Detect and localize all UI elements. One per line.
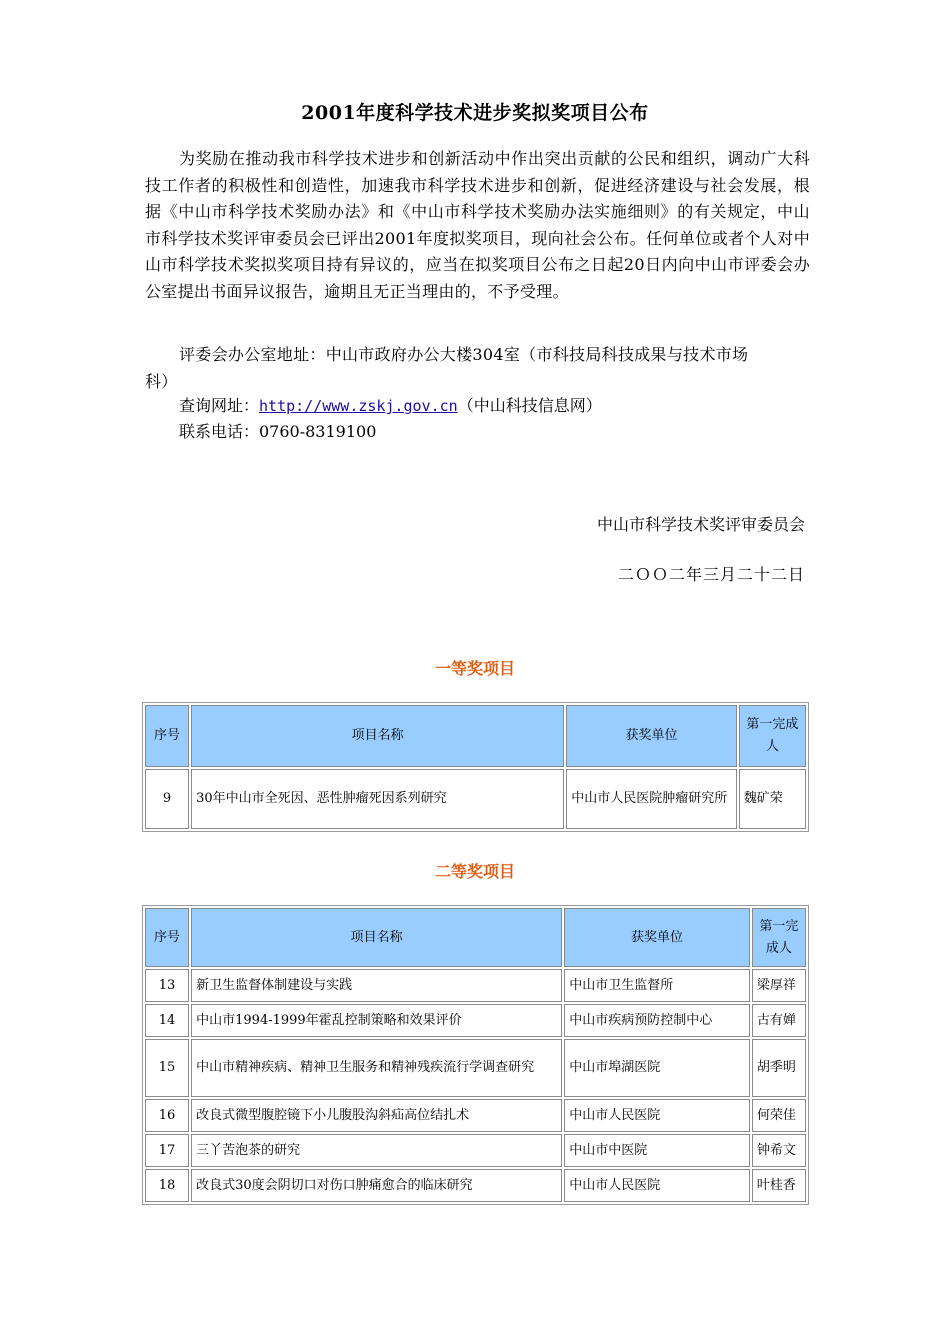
address-line-2: 科） — [145, 371, 178, 391]
row-person: 何荣佳 — [752, 1099, 806, 1132]
row-project: 中山市精神疾病、精神卫生服务和精神残疾流行学调查研究 — [191, 1039, 562, 1097]
row-project: 中山市1994-1999年霍乱控制策略和效果评价 — [191, 1004, 562, 1037]
row-project: 新卫生监督体制建设与实践 — [191, 969, 562, 1002]
row-person: 胡季明 — [752, 1039, 806, 1097]
table-header-row — [145, 705, 806, 767]
row-project: 改良式30度会阴切口对伤口肿痛愈合的临床研究 — [191, 1169, 562, 1202]
table-header-row — [145, 908, 806, 967]
row-person: 古有婵 — [752, 1004, 806, 1037]
signature-org: 中山市科学技术奖评审委员会 — [596, 515, 805, 534]
table-row — [145, 1134, 806, 1167]
row-no: 14 — [145, 1004, 189, 1037]
second-prize-title: 二等奖项目 — [434, 862, 515, 881]
row-no: 9 — [145, 769, 189, 829]
office-address — [145, 342, 810, 395]
row-unit: 中山市埠湖医院 — [564, 1039, 750, 1097]
table-row — [145, 1169, 806, 1202]
table-row — [145, 969, 806, 1002]
header-cell-no: 序号 — [145, 705, 189, 767]
row-unit: 中山市人民医院肿瘤研究所 — [566, 769, 737, 829]
header-cell-unit: 获奖单位 — [564, 908, 750, 967]
row-no: 18 — [145, 1169, 189, 1202]
first-prize-table — [142, 702, 809, 832]
header-cell-project: 项目名称 — [191, 705, 564, 767]
row-person: 梁厚祥 — [752, 969, 806, 1002]
row-unit: 中山市人民医院 — [564, 1099, 750, 1132]
header-cell-person: 第一完成人 — [752, 908, 806, 967]
row-unit: 中山市中医院 — [564, 1134, 750, 1167]
second-prize-table — [142, 905, 809, 1205]
query-suffix: （中山科技信息网） — [457, 396, 602, 415]
row-project: 改良式微型腹腔镜下小儿腹股沟斜疝高位结扎术 — [191, 1099, 562, 1132]
row-no: 13 — [145, 969, 189, 1002]
row-no: 15 — [145, 1039, 189, 1097]
row-person: 叶桂香 — [752, 1169, 806, 1202]
row-unit: 中山市疾病预防控制中心 — [564, 1004, 750, 1037]
first-prize-title: 一等奖项目 — [434, 659, 515, 678]
row-no: 17 — [145, 1134, 189, 1167]
contact-phone: 联系电话：0760-8319100 — [179, 422, 377, 441]
query-website — [179, 393, 602, 419]
header-cell-no: 序号 — [145, 908, 189, 967]
table-row — [145, 1004, 806, 1037]
row-project: 三丫苦泡茶的研究 — [191, 1134, 562, 1167]
page-title: 2001年度科学技术进步奖拟奖项目公布 — [301, 102, 649, 124]
row-unit: 中山市卫生监督所 — [564, 969, 750, 1002]
row-person: 魏矿荣 — [739, 769, 806, 829]
signature-date: 二ＯＯ二年三月二十二日 — [617, 565, 805, 584]
intro-paragraph: 为奖励在推动我市科学技术进步和创新活动中作出突出贡献的公民和组织，调动广大科技工作者的积极性和创造性，加速我市科学技术进步和创新，促进经济建设与社会发展，根据《中山市科学技术奖励办法》和《中山市科学技术奖励办法实施细则》的有关规定，中山市科学技术奖评审委员会已评出2001年度拟奖项目，现向社会公布。任何单位或者个人对中山市科学技术奖拟奖项目持有异议的，应当在拟奖项目公布之日起20日内向中山市评委会办公室提出书面异议报告，逾期且无正当理由的，不予受理。 — [145, 149, 810, 301]
table-row — [145, 1039, 806, 1097]
row-person: 钟希文 — [752, 1134, 806, 1167]
row-project: 30年中山市全死因、恶性肿瘤死因系列研究 — [191, 769, 564, 829]
row-unit: 中山市人民医院 — [564, 1169, 750, 1202]
query-label: 查询网址： — [179, 396, 260, 415]
row-no: 16 — [145, 1099, 189, 1132]
header-cell-unit: 获奖单位 — [566, 705, 737, 767]
table-row — [145, 1099, 806, 1132]
website-link[interactable]: http://www.zskj.gov.cn — [259, 397, 458, 415]
header-cell-person: 第一完成人 — [739, 705, 806, 767]
header-cell-project: 项目名称 — [191, 908, 562, 967]
table-row — [145, 769, 806, 829]
address-line-1: 评委会办公室地址：中山市政府办公大楼304室（市科技局科技成果与技术市场 — [179, 345, 749, 364]
